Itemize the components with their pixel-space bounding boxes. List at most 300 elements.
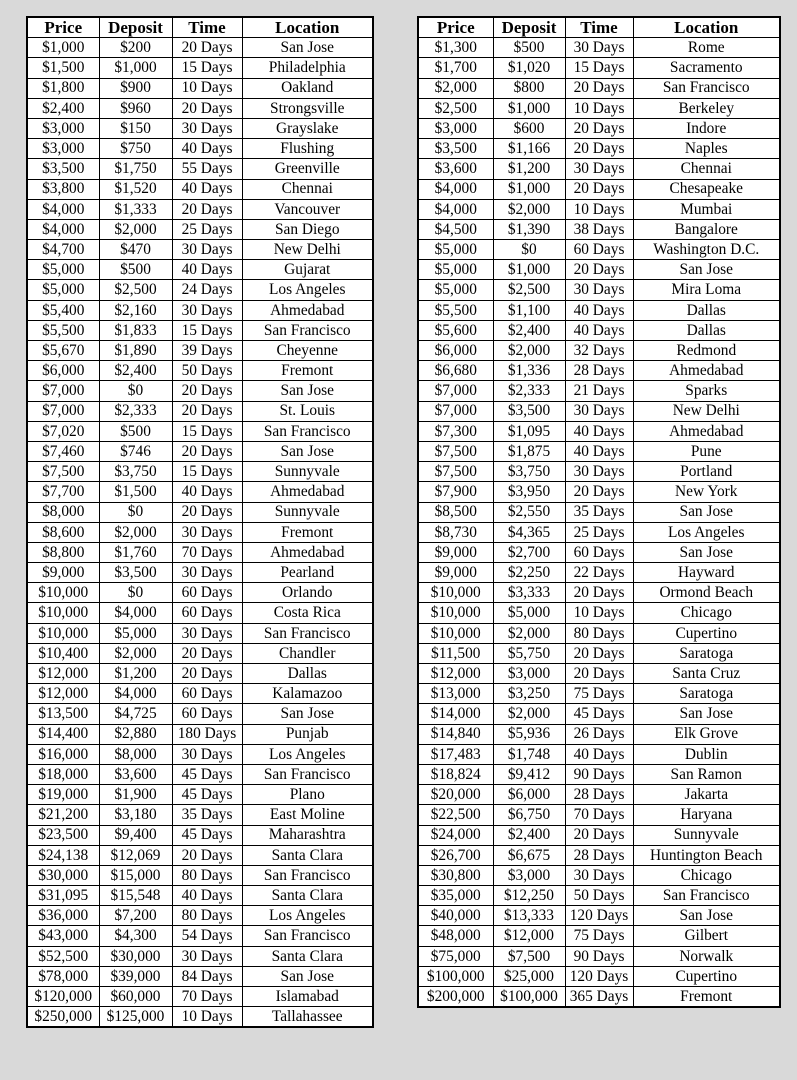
location-cell: San Diego bbox=[242, 219, 373, 239]
price-cell: $4,700 bbox=[27, 240, 99, 260]
table-row bbox=[418, 199, 780, 219]
location-cell: San Francisco bbox=[242, 764, 373, 784]
location-cell: Bangalore bbox=[633, 219, 780, 239]
deposit-cell: $125,000 bbox=[99, 1007, 172, 1028]
table-row bbox=[418, 240, 780, 260]
price-cell: $9,000 bbox=[418, 563, 493, 583]
price-cell: $9,000 bbox=[27, 563, 99, 583]
left-table-body bbox=[27, 38, 373, 1028]
deposit-cell: $3,333 bbox=[493, 583, 565, 603]
location-cell: Philadelphia bbox=[242, 58, 373, 78]
table-row bbox=[27, 401, 373, 421]
location-cell: San Jose bbox=[242, 381, 373, 401]
table-row bbox=[418, 623, 780, 643]
price-cell: $7,460 bbox=[27, 441, 99, 461]
table-row bbox=[27, 785, 373, 805]
deposit-cell: $0 bbox=[99, 502, 172, 522]
location-cell: Fremont bbox=[633, 987, 780, 1008]
table-row bbox=[418, 845, 780, 865]
location-cell: San Jose bbox=[633, 704, 780, 724]
table-row bbox=[27, 886, 373, 906]
table-row bbox=[418, 462, 780, 482]
time-cell: 10 Days bbox=[565, 98, 633, 118]
location-cell: Islamabad bbox=[242, 987, 373, 1007]
deposit-cell: $15,548 bbox=[99, 886, 172, 906]
time-cell: 30 Days bbox=[565, 401, 633, 421]
location-cell: Grayslake bbox=[242, 118, 373, 138]
price-cell: $4,000 bbox=[27, 219, 99, 239]
price-cell: $10,000 bbox=[27, 583, 99, 603]
deposit-cell: $2,333 bbox=[99, 401, 172, 421]
deposit-cell: $8,000 bbox=[99, 744, 172, 764]
location-cell: Ahmedabad bbox=[242, 542, 373, 562]
deposit-cell: $1,166 bbox=[493, 139, 565, 159]
column-header-time: Time bbox=[172, 17, 242, 38]
time-cell: 30 Days bbox=[172, 522, 242, 542]
deposit-cell: $2,000 bbox=[99, 219, 172, 239]
deposit-cell: $2,500 bbox=[493, 280, 565, 300]
deposit-cell: $2,700 bbox=[493, 542, 565, 562]
table-row bbox=[27, 139, 373, 159]
table-row bbox=[27, 906, 373, 926]
deposit-cell: $500 bbox=[99, 260, 172, 280]
price-cell: $8,800 bbox=[27, 542, 99, 562]
deposit-cell: $9,400 bbox=[99, 825, 172, 845]
time-cell: 25 Days bbox=[172, 219, 242, 239]
price-cell: $5,500 bbox=[418, 300, 493, 320]
time-cell: 20 Days bbox=[565, 643, 633, 663]
price-cell: $4,000 bbox=[418, 179, 493, 199]
price-cell: $100,000 bbox=[418, 966, 493, 986]
table-row bbox=[418, 542, 780, 562]
location-cell: Los Angeles bbox=[242, 744, 373, 764]
price-cell: $14,400 bbox=[27, 724, 99, 744]
time-cell: 15 Days bbox=[172, 58, 242, 78]
deposit-cell: $1,200 bbox=[493, 159, 565, 179]
deposit-cell: $1,890 bbox=[99, 341, 172, 361]
column-header-deposit: Deposit bbox=[493, 17, 565, 38]
price-cell: $13,000 bbox=[418, 684, 493, 704]
deposit-cell: $900 bbox=[99, 78, 172, 98]
table-row bbox=[418, 886, 780, 906]
price-cell: $1,000 bbox=[27, 38, 99, 58]
time-cell: 45 Days bbox=[172, 825, 242, 845]
deposit-cell: $0 bbox=[493, 240, 565, 260]
price-cell: $19,000 bbox=[27, 785, 99, 805]
table-row bbox=[27, 78, 373, 98]
deposit-cell: $2,000 bbox=[493, 704, 565, 724]
deposit-cell: $5,750 bbox=[493, 643, 565, 663]
table-row bbox=[27, 240, 373, 260]
deposit-cell: $3,500 bbox=[99, 563, 172, 583]
deposit-cell: $7,200 bbox=[99, 906, 172, 926]
table-row bbox=[27, 58, 373, 78]
table-row bbox=[418, 260, 780, 280]
price-cell: $7,500 bbox=[418, 441, 493, 461]
price-cell: $6,000 bbox=[418, 341, 493, 361]
deposit-cell: $0 bbox=[99, 381, 172, 401]
table-row bbox=[418, 441, 780, 461]
price-cell: $35,000 bbox=[418, 886, 493, 906]
time-cell: 21 Days bbox=[565, 381, 633, 401]
time-cell: 30 Days bbox=[172, 563, 242, 583]
table-row bbox=[418, 320, 780, 340]
time-cell: 20 Days bbox=[172, 98, 242, 118]
price-cell: $14,840 bbox=[418, 724, 493, 744]
column-header-price: Price bbox=[418, 17, 493, 38]
deposit-cell: $60,000 bbox=[99, 987, 172, 1007]
price-cell: $48,000 bbox=[418, 926, 493, 946]
deposit-cell: $746 bbox=[99, 441, 172, 461]
table-row bbox=[27, 260, 373, 280]
time-cell: 40 Days bbox=[565, 300, 633, 320]
price-cell: $10,000 bbox=[27, 623, 99, 643]
deposit-cell: $5,936 bbox=[493, 724, 565, 744]
right-table-body bbox=[418, 38, 780, 1008]
time-cell: 70 Days bbox=[172, 987, 242, 1007]
location-cell: Cheyenne bbox=[242, 341, 373, 361]
location-cell: Los Angeles bbox=[242, 280, 373, 300]
time-cell: 60 Days bbox=[565, 240, 633, 260]
table-row bbox=[27, 1007, 373, 1028]
time-cell: 84 Days bbox=[172, 966, 242, 986]
location-cell: Dallas bbox=[242, 664, 373, 684]
table-row bbox=[27, 603, 373, 623]
price-cell: $6,680 bbox=[418, 361, 493, 381]
time-cell: 10 Days bbox=[565, 199, 633, 219]
time-cell: 20 Days bbox=[565, 583, 633, 603]
table-row bbox=[27, 361, 373, 381]
deposit-cell: $6,000 bbox=[493, 785, 565, 805]
location-cell: San Jose bbox=[242, 38, 373, 58]
price-cell: $5,670 bbox=[27, 341, 99, 361]
location-cell: San Jose bbox=[242, 704, 373, 724]
location-cell: Saratoga bbox=[633, 684, 780, 704]
price-cell: $4,000 bbox=[418, 199, 493, 219]
deposit-cell: $2,000 bbox=[493, 623, 565, 643]
price-cell: $1,700 bbox=[418, 58, 493, 78]
deposit-cell: $1,875 bbox=[493, 441, 565, 461]
time-cell: 20 Days bbox=[172, 381, 242, 401]
price-cell: $3,000 bbox=[27, 139, 99, 159]
price-cell: $17,483 bbox=[418, 744, 493, 764]
price-cell: $22,500 bbox=[418, 805, 493, 825]
location-cell: Los Angeles bbox=[242, 906, 373, 926]
column-header-location: Location bbox=[633, 17, 780, 38]
time-cell: 26 Days bbox=[565, 724, 633, 744]
time-cell: 20 Days bbox=[172, 441, 242, 461]
price-cell: $3,500 bbox=[418, 139, 493, 159]
location-cell: Gilbert bbox=[633, 926, 780, 946]
location-cell: Maharashtra bbox=[242, 825, 373, 845]
time-cell: 28 Days bbox=[565, 845, 633, 865]
table-row bbox=[27, 664, 373, 684]
time-cell: 10 Days bbox=[172, 1007, 242, 1028]
location-cell: Strongsville bbox=[242, 98, 373, 118]
column-header-price: Price bbox=[27, 17, 99, 38]
column-header-time: Time bbox=[565, 17, 633, 38]
table-row bbox=[27, 805, 373, 825]
table-row bbox=[418, 280, 780, 300]
price-cell: $52,500 bbox=[27, 946, 99, 966]
time-cell: 10 Days bbox=[172, 78, 242, 98]
time-cell: 80 Days bbox=[565, 623, 633, 643]
location-cell: San Francisco bbox=[242, 926, 373, 946]
location-cell: Ahmedabad bbox=[633, 361, 780, 381]
price-cell: $5,000 bbox=[418, 240, 493, 260]
deposit-cell: $2,000 bbox=[99, 522, 172, 542]
price-cell: $1,800 bbox=[27, 78, 99, 98]
deposit-cell: $750 bbox=[99, 139, 172, 159]
table-row bbox=[418, 583, 780, 603]
time-cell: 90 Days bbox=[565, 764, 633, 784]
deposit-cell: $30,000 bbox=[99, 946, 172, 966]
deposit-cell: $2,400 bbox=[493, 320, 565, 340]
time-cell: 60 Days bbox=[172, 684, 242, 704]
deposit-cell: $1,000 bbox=[493, 98, 565, 118]
deposit-cell: $2,880 bbox=[99, 724, 172, 744]
table-row bbox=[418, 966, 780, 986]
location-cell: Chennai bbox=[633, 159, 780, 179]
price-cell: $40,000 bbox=[418, 906, 493, 926]
deposit-cell: $3,500 bbox=[493, 401, 565, 421]
deposit-cell: $5,000 bbox=[493, 603, 565, 623]
table-row bbox=[418, 118, 780, 138]
location-cell: Chicago bbox=[633, 603, 780, 623]
price-cell: $14,000 bbox=[418, 704, 493, 724]
time-cell: 20 Days bbox=[172, 199, 242, 219]
time-cell: 30 Days bbox=[565, 38, 633, 58]
table-row bbox=[27, 522, 373, 542]
time-cell: 60 Days bbox=[172, 603, 242, 623]
deposit-cell: $600 bbox=[493, 118, 565, 138]
time-cell: 30 Days bbox=[172, 744, 242, 764]
time-cell: 40 Days bbox=[172, 260, 242, 280]
time-cell: 15 Days bbox=[172, 462, 242, 482]
header-row bbox=[418, 17, 780, 38]
location-cell: Dallas bbox=[633, 300, 780, 320]
price-cell: $7,000 bbox=[27, 401, 99, 421]
table-row bbox=[27, 280, 373, 300]
location-cell: Huntington Beach bbox=[633, 845, 780, 865]
time-cell: 28 Days bbox=[565, 785, 633, 805]
deposit-cell: $3,600 bbox=[99, 764, 172, 784]
price-cell: $78,000 bbox=[27, 966, 99, 986]
deposit-cell: $1,200 bbox=[99, 664, 172, 684]
location-cell: St. Louis bbox=[242, 401, 373, 421]
time-cell: 20 Days bbox=[172, 845, 242, 865]
deposit-cell: $2,160 bbox=[99, 300, 172, 320]
price-cell: $3,600 bbox=[418, 159, 493, 179]
table-row bbox=[418, 643, 780, 663]
price-cell: $24,000 bbox=[418, 825, 493, 845]
price-cell: $3,800 bbox=[27, 179, 99, 199]
column-header-location: Location bbox=[242, 17, 373, 38]
location-cell: Ahmedabad bbox=[633, 421, 780, 441]
location-cell: Santa Clara bbox=[242, 845, 373, 865]
deposit-cell: $9,412 bbox=[493, 764, 565, 784]
table-row bbox=[27, 159, 373, 179]
table-row bbox=[27, 199, 373, 219]
deposit-cell: $12,069 bbox=[99, 845, 172, 865]
table-row bbox=[418, 482, 780, 502]
deposit-cell: $0 bbox=[99, 583, 172, 603]
deposit-cell: $1,833 bbox=[99, 320, 172, 340]
price-cell: $10,000 bbox=[27, 603, 99, 623]
time-cell: 60 Days bbox=[565, 542, 633, 562]
location-cell: Ahmedabad bbox=[242, 300, 373, 320]
time-cell: 40 Days bbox=[172, 139, 242, 159]
location-cell: San Francisco bbox=[242, 421, 373, 441]
time-cell: 80 Days bbox=[172, 906, 242, 926]
price-cell: $16,000 bbox=[27, 744, 99, 764]
price-cell: $43,000 bbox=[27, 926, 99, 946]
time-cell: 50 Days bbox=[565, 886, 633, 906]
location-cell: Pune bbox=[633, 441, 780, 461]
table-row bbox=[27, 462, 373, 482]
table-row bbox=[418, 724, 780, 744]
table-row bbox=[27, 764, 373, 784]
location-cell: San Jose bbox=[633, 906, 780, 926]
time-cell: 30 Days bbox=[172, 623, 242, 643]
table-row bbox=[418, 744, 780, 764]
location-cell: New Delhi bbox=[242, 240, 373, 260]
price-cell: $5,000 bbox=[27, 280, 99, 300]
table-row bbox=[27, 684, 373, 704]
deposit-cell: $4,300 bbox=[99, 926, 172, 946]
table-row bbox=[418, 361, 780, 381]
table-row bbox=[418, 300, 780, 320]
time-cell: 75 Days bbox=[565, 684, 633, 704]
location-cell: San Francisco bbox=[242, 865, 373, 885]
header-row bbox=[27, 17, 373, 38]
location-cell: Mumbai bbox=[633, 199, 780, 219]
deposit-cell: $2,550 bbox=[493, 502, 565, 522]
table-row bbox=[27, 118, 373, 138]
table-row bbox=[418, 926, 780, 946]
location-cell: Flushing bbox=[242, 139, 373, 159]
price-cell: $11,500 bbox=[418, 643, 493, 663]
price-cell: $30,000 bbox=[27, 865, 99, 885]
deposit-cell: $3,000 bbox=[493, 865, 565, 885]
table-row bbox=[27, 482, 373, 502]
time-cell: 20 Days bbox=[565, 482, 633, 502]
table-row bbox=[27, 724, 373, 744]
price-cell: $7,700 bbox=[27, 482, 99, 502]
deposit-cell: $1,100 bbox=[493, 300, 565, 320]
time-cell: 20 Days bbox=[565, 139, 633, 159]
deposit-cell: $13,333 bbox=[493, 906, 565, 926]
location-cell: Indore bbox=[633, 118, 780, 138]
price-cell: $5,000 bbox=[27, 260, 99, 280]
location-cell: Elk Grove bbox=[633, 724, 780, 744]
deposit-cell: $960 bbox=[99, 98, 172, 118]
deposit-cell: $2,000 bbox=[493, 199, 565, 219]
table-row bbox=[418, 139, 780, 159]
location-cell: Ormond Beach bbox=[633, 583, 780, 603]
time-cell: 30 Days bbox=[565, 280, 633, 300]
price-cell: $8,600 bbox=[27, 522, 99, 542]
deposit-cell: $1,020 bbox=[493, 58, 565, 78]
price-cell: $5,000 bbox=[418, 280, 493, 300]
deposit-cell: $39,000 bbox=[99, 966, 172, 986]
deposit-cell: $4,000 bbox=[99, 684, 172, 704]
table-row bbox=[418, 179, 780, 199]
left-price-table bbox=[26, 16, 374, 1028]
location-cell: Haryana bbox=[633, 805, 780, 825]
time-cell: 20 Days bbox=[565, 260, 633, 280]
location-cell: Sunnyvale bbox=[242, 502, 373, 522]
price-cell: $10,000 bbox=[418, 583, 493, 603]
time-cell: 39 Days bbox=[172, 341, 242, 361]
deposit-cell: $1,000 bbox=[493, 260, 565, 280]
deposit-cell: $1,000 bbox=[493, 179, 565, 199]
location-cell: Costa Rica bbox=[242, 603, 373, 623]
deposit-cell: $1,500 bbox=[99, 482, 172, 502]
location-cell: Ahmedabad bbox=[242, 482, 373, 502]
table-row bbox=[27, 865, 373, 885]
deposit-cell: $2,333 bbox=[493, 381, 565, 401]
table-row bbox=[418, 946, 780, 966]
table-row bbox=[27, 38, 373, 58]
location-cell: Naples bbox=[633, 139, 780, 159]
table-row bbox=[418, 785, 780, 805]
table-row bbox=[27, 300, 373, 320]
table-row bbox=[27, 502, 373, 522]
price-cell: $8,730 bbox=[418, 522, 493, 542]
time-cell: 30 Days bbox=[565, 159, 633, 179]
right-price-table bbox=[417, 16, 781, 1008]
time-cell: 32 Days bbox=[565, 341, 633, 361]
location-cell: Tallahassee bbox=[242, 1007, 373, 1028]
deposit-cell: $1,336 bbox=[493, 361, 565, 381]
deposit-cell: $200 bbox=[99, 38, 172, 58]
time-cell: 24 Days bbox=[172, 280, 242, 300]
time-cell: 22 Days bbox=[565, 563, 633, 583]
location-cell: Santa Clara bbox=[242, 946, 373, 966]
deposit-cell: $1,520 bbox=[99, 179, 172, 199]
time-cell: 40 Days bbox=[565, 441, 633, 461]
location-cell: Sparks bbox=[633, 381, 780, 401]
location-cell: Chesapeake bbox=[633, 179, 780, 199]
price-cell: $250,000 bbox=[27, 1007, 99, 1028]
price-cell: $20,000 bbox=[418, 785, 493, 805]
location-cell: San Jose bbox=[242, 441, 373, 461]
price-cell: $12,000 bbox=[27, 664, 99, 684]
time-cell: 50 Days bbox=[172, 361, 242, 381]
deposit-cell: $2,000 bbox=[493, 341, 565, 361]
price-cell: $18,824 bbox=[418, 764, 493, 784]
location-cell: Sunnyvale bbox=[242, 462, 373, 482]
time-cell: 30 Days bbox=[172, 300, 242, 320]
table-row bbox=[27, 381, 373, 401]
deposit-cell: $3,750 bbox=[493, 462, 565, 482]
time-cell: 45 Days bbox=[172, 764, 242, 784]
price-cell: $2,000 bbox=[418, 78, 493, 98]
time-cell: 120 Days bbox=[565, 906, 633, 926]
price-cell: $23,500 bbox=[27, 825, 99, 845]
time-cell: 20 Days bbox=[172, 502, 242, 522]
deposit-cell: $2,500 bbox=[99, 280, 172, 300]
table-row bbox=[418, 38, 780, 58]
deposit-cell: $3,180 bbox=[99, 805, 172, 825]
table-row bbox=[27, 825, 373, 845]
deposit-cell: $1,390 bbox=[493, 219, 565, 239]
location-cell: Orlando bbox=[242, 583, 373, 603]
location-cell: Chandler bbox=[242, 643, 373, 663]
price-cell: $8,000 bbox=[27, 502, 99, 522]
deposit-cell: $4,725 bbox=[99, 704, 172, 724]
